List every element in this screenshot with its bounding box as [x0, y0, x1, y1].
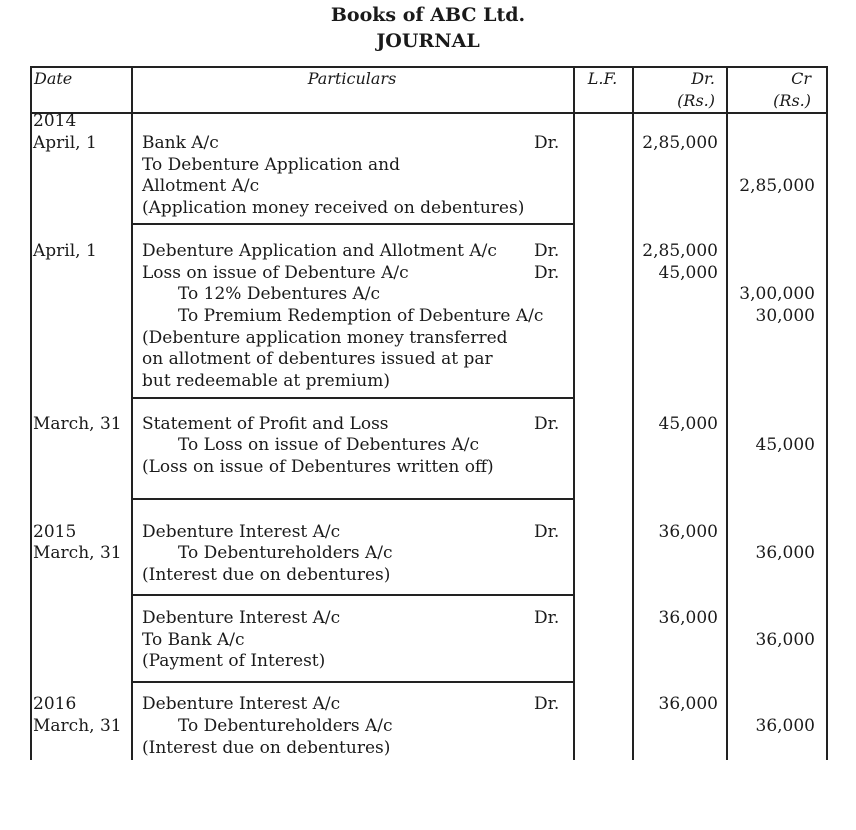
entry-divider [131, 594, 573, 596]
debit-amount: 45,000 [658, 414, 718, 434]
entry-date: April, 1 [33, 241, 97, 261]
col-border-left [30, 66, 32, 760]
narration: (Debenture application money transferred [142, 328, 508, 348]
debit-amount: 2,85,000 [642, 241, 718, 261]
debit-account: Debenture Interest A/c [142, 694, 341, 714]
dr-marker: Dr. [534, 414, 560, 434]
entry-date: March, 31 [33, 414, 122, 434]
book-title: Books of ABC Ltd. [330, 4, 526, 26]
entry-divider [131, 681, 573, 683]
col-border-dr [726, 66, 728, 760]
credit-amount: 45,000 [755, 435, 815, 455]
dr-marker: Dr. [534, 522, 560, 542]
entry-year: 2014 [33, 111, 77, 131]
debit-account: Debenture Interest A/c [142, 522, 341, 542]
credit-amount: 36,000 [755, 716, 815, 736]
credit-account: To Bank A/c [142, 630, 245, 650]
col-border-particulars [573, 66, 575, 760]
dr-marker: Dr. [534, 694, 560, 714]
header-dr-unit: (Rs.) [677, 91, 715, 110]
debit-account: Debenture Application and Allotment A/c [142, 241, 497, 261]
credit-account: To Loss on issue of Debentures A/c [178, 435, 480, 455]
entry-date: April, 1 [33, 133, 97, 153]
journal-title: JOURNAL [376, 30, 480, 52]
dr-marker: Dr. [534, 133, 560, 153]
debit-account: Bank A/c [142, 133, 219, 153]
header-dr: Dr. [691, 69, 715, 88]
credit-account: To Debentureholders A/c [178, 543, 393, 563]
debit-account: Loss on issue of Debenture A/c [142, 263, 409, 283]
narration: (Loss on issue of Debentures written off) [142, 457, 494, 477]
entry-divider [131, 397, 573, 399]
narration: on allotment of debentures issued at par [142, 349, 493, 369]
entry-date: March, 31 [33, 716, 122, 736]
entry-date: March, 31 [33, 543, 122, 563]
credit-amount: 36,000 [755, 630, 815, 650]
header-cr: Cr [791, 69, 811, 88]
credit-account-cont: Allotment A/c [142, 176, 260, 196]
col-border-date [131, 66, 133, 760]
header-cr-unit: (Rs.) [773, 91, 811, 110]
credit-amount: 36,000 [755, 543, 815, 563]
narration: (Payment of Interest) [142, 651, 326, 671]
header-bottom-border [30, 112, 827, 114]
narration: (Application money received on debentures) [142, 198, 525, 218]
entry-year: 2015 [33, 522, 77, 542]
credit-account: To Premium Redemption of Debenture A/c [178, 306, 544, 326]
entry-divider [131, 223, 573, 225]
header-date: Date [34, 69, 73, 88]
dr-marker: Dr. [534, 241, 560, 261]
debit-account: Debenture Interest A/c [142, 608, 341, 628]
dr-marker: Dr. [534, 608, 560, 628]
debit-amount: 36,000 [658, 694, 718, 714]
entry-year: 2016 [33, 694, 77, 714]
debit-amount: 45,000 [658, 263, 718, 283]
credit-account: To Debentureholders A/c [178, 716, 393, 736]
header-particulars: Particulars [307, 69, 397, 88]
credit-amount: 2,85,000 [739, 176, 815, 196]
debit-amount: 2,85,000 [642, 133, 718, 153]
credit-amount: 3,00,000 [739, 284, 815, 304]
debit-amount: 36,000 [658, 608, 718, 628]
narration: (Interest due on debentures) [142, 565, 391, 585]
debit-account: Statement of Profit and Loss [142, 414, 389, 434]
credit-account: To 12% Debentures A/c [178, 284, 381, 304]
narration: but redeemable at premium) [142, 371, 390, 391]
credit-account: To Debenture Application and [142, 155, 401, 175]
entry-divider [131, 498, 573, 500]
col-border-right [826, 66, 828, 760]
narration: (Interest due on debentures) [142, 738, 391, 758]
dr-marker: Dr. [534, 263, 560, 283]
credit-amount: 30,000 [755, 306, 815, 326]
debit-amount: 36,000 [658, 522, 718, 542]
col-border-lf [632, 66, 634, 760]
header-lf: L.F. [587, 69, 618, 88]
